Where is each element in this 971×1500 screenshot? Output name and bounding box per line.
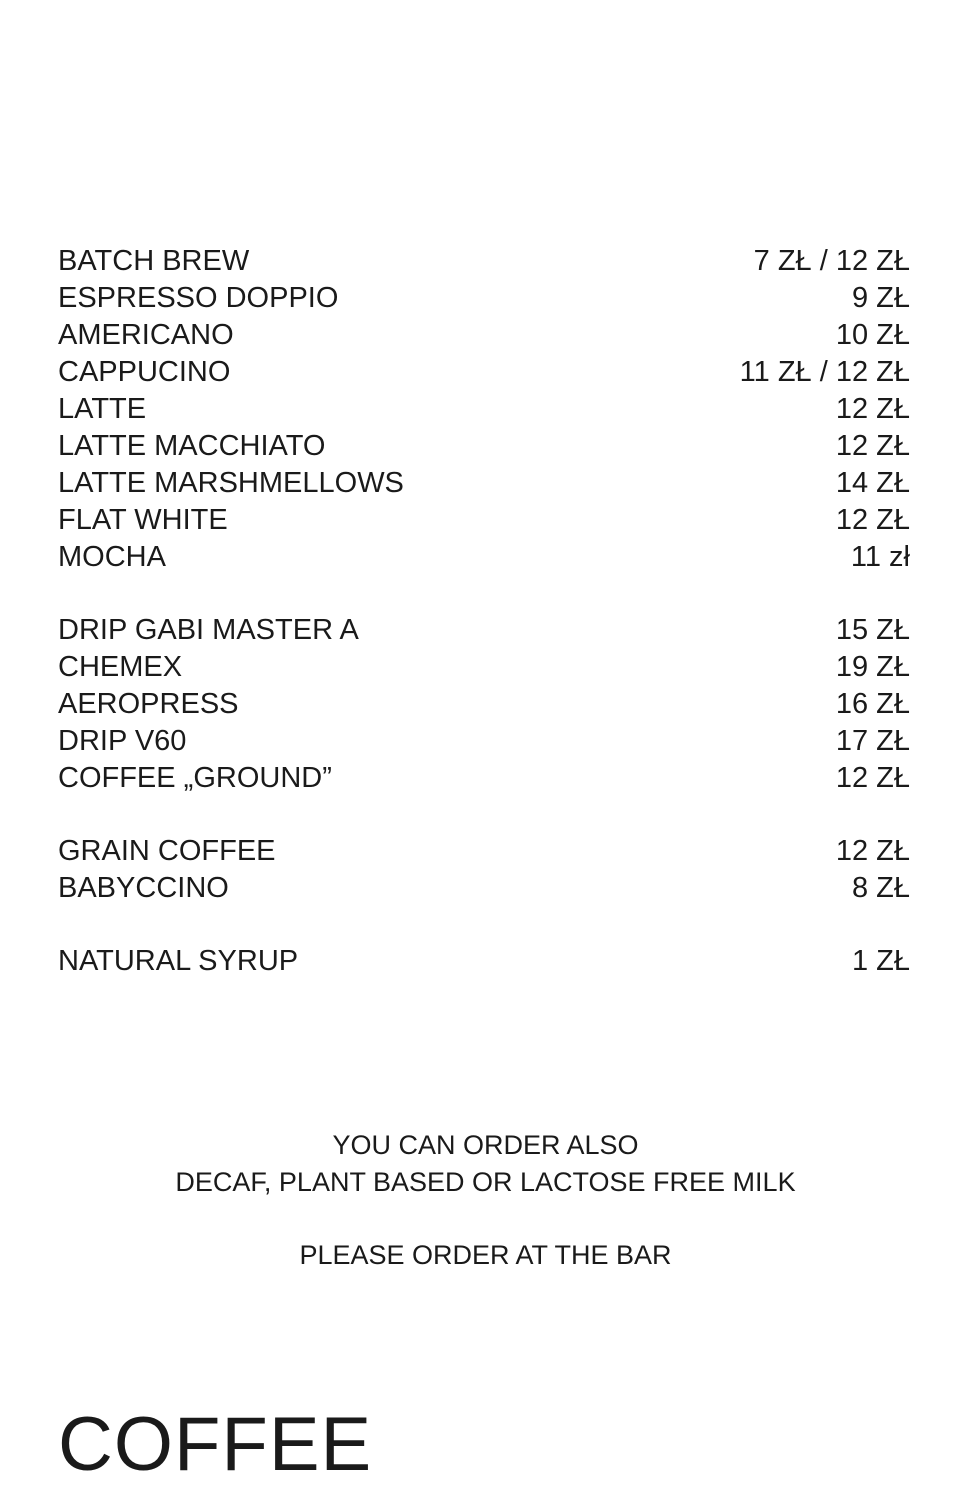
item-price: 12 ZŁ — [835, 835, 910, 867]
item-name: AMERICANO — [58, 319, 234, 351]
item-name: AEROPRESS — [58, 688, 239, 720]
item-name: FLAT WHITE — [58, 504, 228, 536]
menu-item — [58, 391, 910, 428]
item-name: COFFEE „GROUND” — [58, 762, 332, 794]
menu-section-espresso — [58, 243, 910, 576]
item-price: 12 ZŁ — [835, 430, 910, 462]
item-price: 10 ZŁ — [835, 319, 910, 351]
item-price: 12 ZŁ — [835, 393, 910, 425]
item-price: 11 ZŁ / 12 ZŁ — [739, 356, 910, 388]
note-line: YOU CAN ORDER ALSO — [332, 1130, 639, 1160]
item-price: 15 ZŁ — [835, 614, 910, 646]
item-name: LATTE — [58, 393, 147, 425]
item-name: MOCHA — [58, 541, 166, 573]
menu-item — [58, 686, 910, 723]
item-name: CHEMEX — [58, 651, 183, 683]
menu-item — [58, 723, 910, 760]
item-price: 11 zł — [850, 541, 910, 573]
item-name: ESPRESSO DOPPIO — [58, 282, 339, 314]
item-name: NATURAL SYRUP — [58, 945, 299, 977]
menu-item — [58, 943, 910, 980]
note-spacer — [0, 1201, 971, 1237]
menu-section-other — [58, 833, 910, 907]
menu-item — [58, 280, 910, 317]
item-price: 7 ZŁ / 12 ZŁ — [753, 245, 910, 277]
note-line: DECAF, PLANT BASED OR LACTOSE FREE MILK — [175, 1167, 796, 1197]
menu-list — [58, 243, 910, 1016]
menu-item — [58, 465, 910, 502]
item-price: 12 ZŁ — [835, 504, 910, 536]
menu-item — [58, 502, 910, 539]
menu-item — [58, 870, 910, 907]
item-name: LATTE MARSHMELLOWS — [58, 467, 404, 499]
menu-item — [58, 317, 910, 354]
note-line: PLEASE ORDER AT THE BAR — [299, 1240, 672, 1270]
item-name: LATTE MACCHIATO — [58, 430, 326, 462]
menu-item — [58, 833, 910, 870]
item-name: CAPPUCINO — [58, 356, 231, 388]
menu-item — [58, 539, 910, 576]
menu-item — [58, 354, 910, 391]
page-title: COFFEE — [58, 1402, 373, 1487]
item-name: BATCH BREW — [58, 245, 250, 277]
item-name: DRIP GABI MASTER A — [58, 614, 359, 646]
menu-item — [58, 428, 910, 465]
menu-item — [58, 612, 910, 649]
menu-item — [58, 649, 910, 686]
item-price: 16 ZŁ — [835, 688, 910, 720]
item-price: 12 ZŁ — [835, 762, 910, 794]
item-price: 14 ZŁ — [835, 467, 910, 499]
item-price: 19 ZŁ — [835, 651, 910, 683]
item-price: 9 ZŁ — [851, 282, 910, 314]
item-price: 8 ZŁ — [851, 872, 910, 904]
menu-section-extras — [58, 943, 910, 980]
order-notes — [0, 1127, 971, 1274]
item-name: GRAIN COFFEE — [58, 835, 276, 867]
menu-item — [58, 760, 910, 797]
menu-item — [58, 243, 910, 280]
item-name: DRIP V60 — [58, 725, 187, 757]
menu-section-brew — [58, 612, 910, 797]
item-name: BABYCCINO — [58, 872, 229, 904]
item-price: 17 ZŁ — [835, 725, 910, 757]
item-price: 1 ZŁ — [851, 945, 910, 977]
